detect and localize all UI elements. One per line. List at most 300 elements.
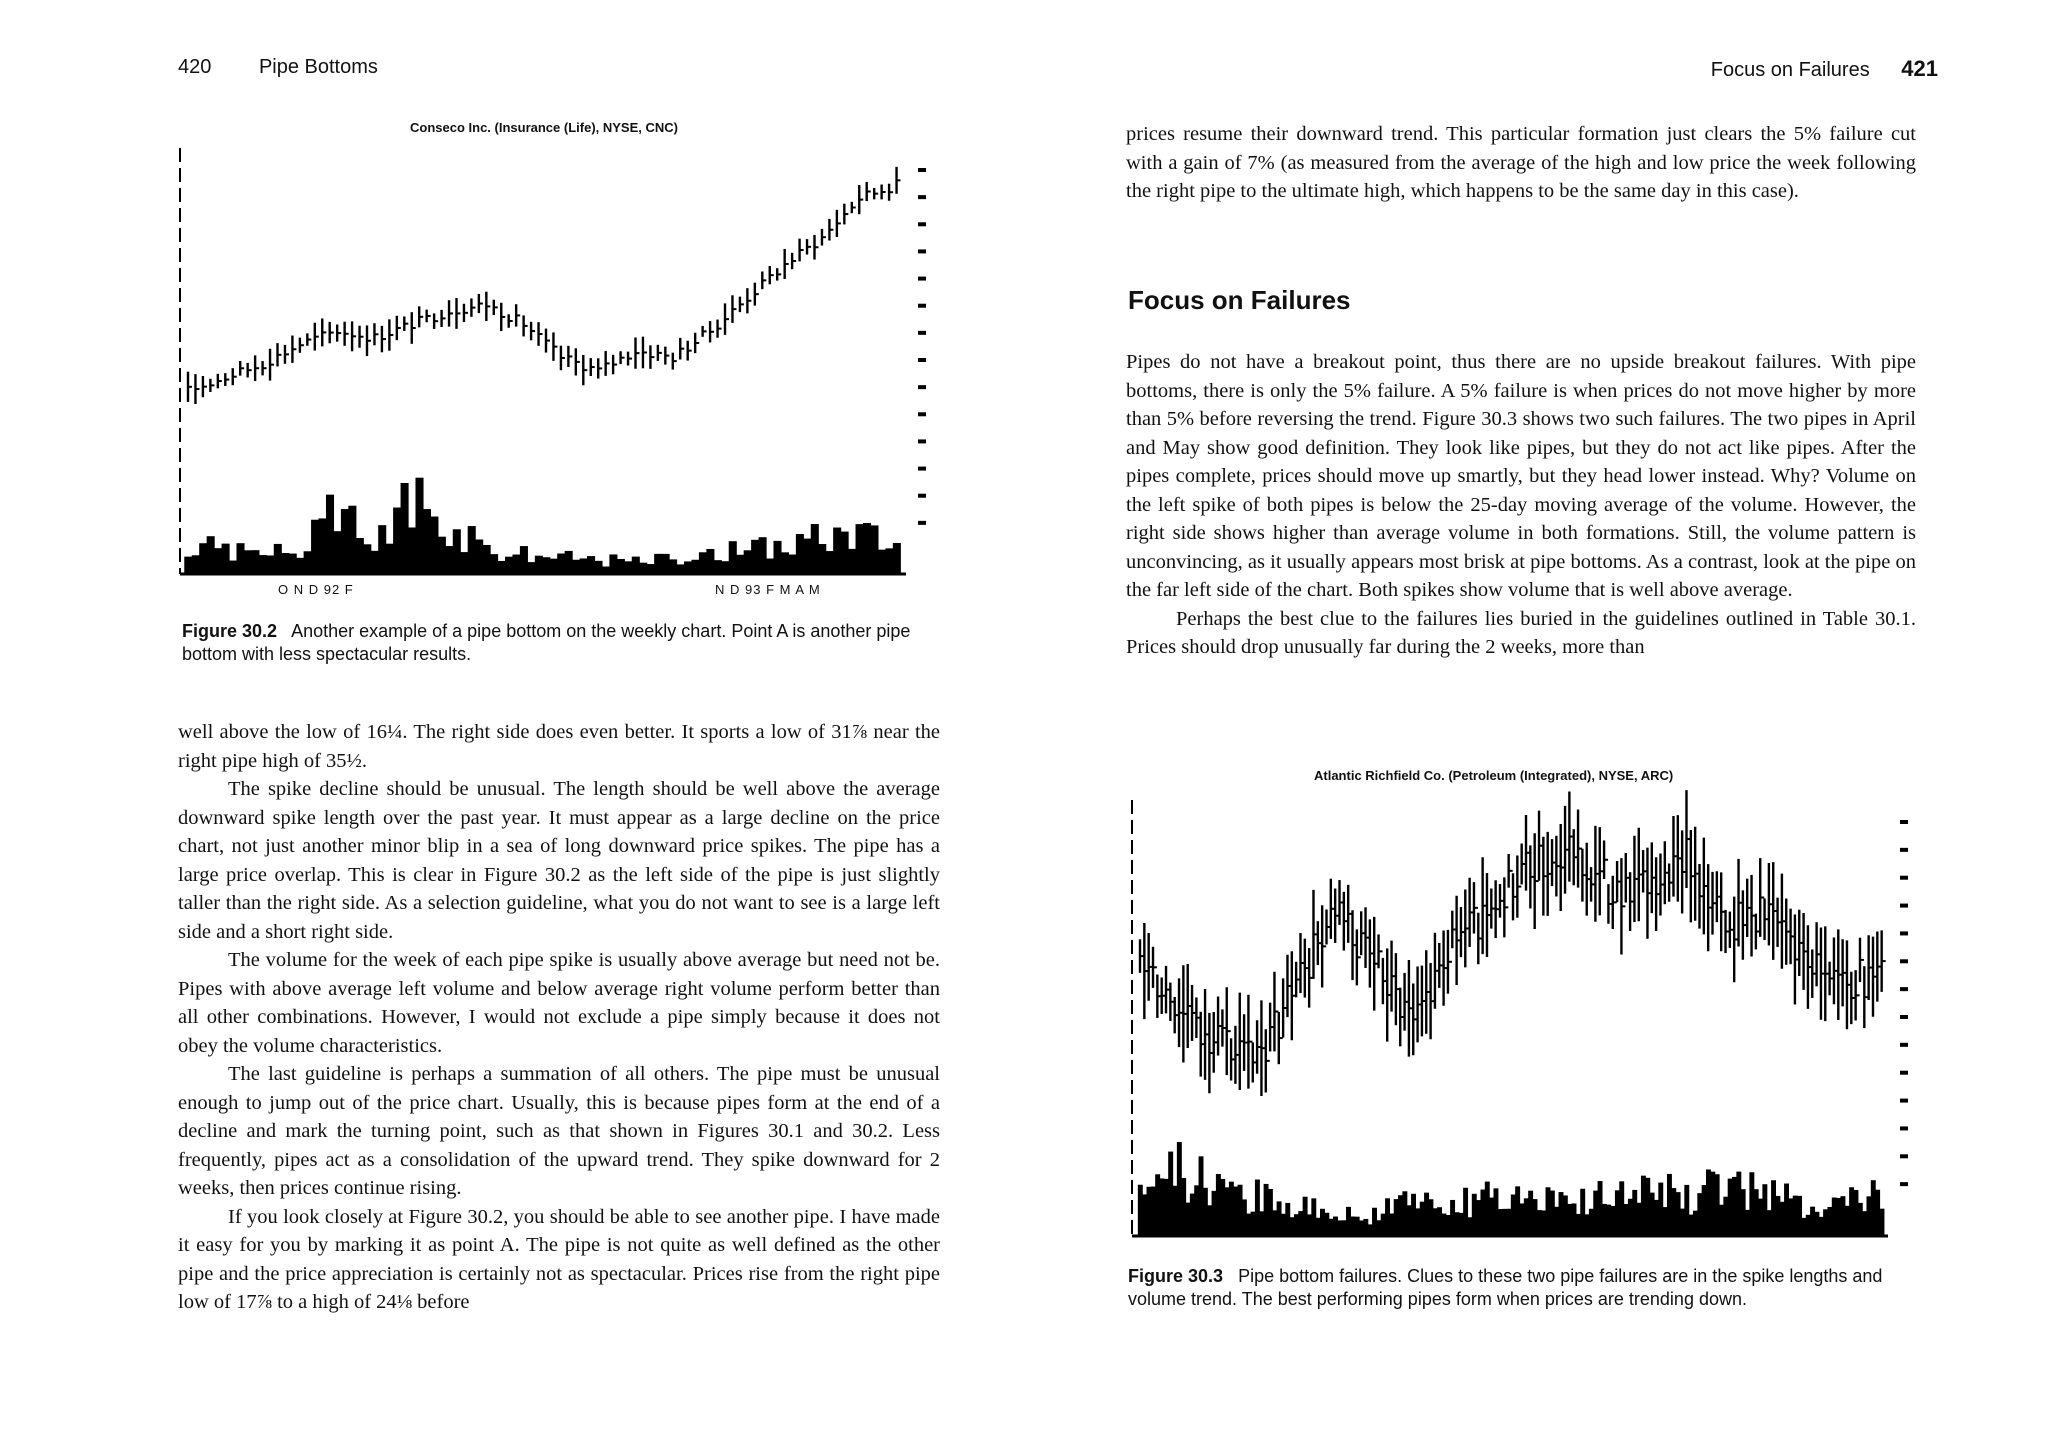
volume-bar bbox=[1810, 1207, 1815, 1236]
volume-bar bbox=[1441, 1214, 1446, 1236]
volume-bar bbox=[207, 536, 215, 574]
volume-bar bbox=[1819, 1217, 1824, 1236]
volume-bar bbox=[1233, 1187, 1238, 1236]
volume-bar bbox=[1320, 1209, 1325, 1236]
volume-bar bbox=[512, 555, 520, 574]
volume-bar bbox=[468, 526, 476, 574]
axis-tick-mark bbox=[918, 467, 926, 471]
volume-bar bbox=[460, 552, 468, 574]
volume-bar bbox=[1823, 1209, 1828, 1236]
volume-bar bbox=[1515, 1186, 1520, 1236]
page-number: 420 bbox=[178, 56, 212, 78]
volume-bar bbox=[1602, 1204, 1607, 1236]
volume-bar bbox=[1355, 1217, 1360, 1236]
volume-bar bbox=[1650, 1193, 1655, 1236]
volume-bar bbox=[1572, 1203, 1577, 1236]
figure-30-2-title: Conseco Inc. (Insurance (Life), NYSE, CNC) bbox=[410, 120, 678, 135]
volume-bar bbox=[639, 563, 647, 574]
volume-bar bbox=[1637, 1203, 1642, 1236]
volume-bar bbox=[475, 540, 483, 574]
volume-bar bbox=[401, 483, 409, 574]
volume-bar bbox=[527, 562, 535, 574]
volume-bar bbox=[1702, 1185, 1707, 1236]
volume-bar bbox=[505, 557, 513, 574]
volume-bar bbox=[1246, 1214, 1251, 1236]
volume-bar bbox=[1836, 1198, 1841, 1236]
volume-bar bbox=[1259, 1211, 1264, 1236]
volume-bar bbox=[1866, 1196, 1871, 1236]
volume-bar bbox=[1862, 1211, 1867, 1236]
volume-bar bbox=[1671, 1188, 1676, 1236]
volume-bar bbox=[1611, 1206, 1616, 1236]
volume-bar bbox=[483, 545, 491, 574]
volume-bar bbox=[1493, 1188, 1498, 1236]
volume-bar bbox=[1498, 1209, 1503, 1236]
volume-bar bbox=[304, 551, 312, 574]
volume-bar bbox=[766, 559, 774, 574]
volume-bar bbox=[1832, 1197, 1837, 1236]
volume-bar bbox=[1177, 1142, 1182, 1236]
volume-bar bbox=[222, 544, 230, 574]
volume-bar bbox=[1316, 1218, 1321, 1236]
volume-bar bbox=[624, 561, 632, 574]
volume-bar bbox=[251, 550, 259, 574]
volume-bar bbox=[326, 495, 334, 574]
volume-bar bbox=[1845, 1206, 1850, 1236]
volume-bar bbox=[1420, 1202, 1425, 1236]
volume-bar bbox=[699, 552, 707, 574]
axis-tick-mark bbox=[1900, 931, 1908, 935]
volume-bar bbox=[654, 554, 662, 574]
volume-bar bbox=[1415, 1208, 1420, 1236]
volume-bar bbox=[1333, 1217, 1338, 1236]
volume-bar bbox=[1797, 1196, 1802, 1236]
volume-bar bbox=[1801, 1218, 1806, 1236]
volume-bar bbox=[1624, 1204, 1629, 1236]
volume-bar bbox=[1212, 1191, 1217, 1236]
volume-bar bbox=[1793, 1196, 1798, 1236]
volume-bar bbox=[662, 554, 670, 574]
volume-bar bbox=[1199, 1156, 1204, 1236]
volume-bar bbox=[1459, 1213, 1464, 1236]
volume-bar bbox=[1745, 1210, 1750, 1236]
volume-bar bbox=[1368, 1224, 1373, 1236]
volume-bar bbox=[1598, 1181, 1603, 1236]
axis-tick-mark bbox=[1900, 987, 1908, 991]
volume-bar bbox=[796, 534, 804, 574]
volume-bar bbox=[319, 518, 327, 574]
axis-tick-mark bbox=[1900, 820, 1908, 824]
volume-bar bbox=[1585, 1214, 1590, 1236]
volume-bar bbox=[1524, 1198, 1529, 1236]
volume-bar bbox=[1225, 1187, 1230, 1236]
volume-bar bbox=[863, 523, 871, 574]
axis-tick-mark bbox=[918, 494, 926, 498]
axis-tick-mark bbox=[1900, 1099, 1908, 1103]
volume-bar bbox=[1489, 1198, 1494, 1236]
volume-bar bbox=[1229, 1182, 1234, 1236]
volume-bar bbox=[1255, 1180, 1260, 1236]
volume-bar bbox=[1506, 1209, 1511, 1236]
volume-bar bbox=[1771, 1180, 1776, 1236]
figure-30-3-chart bbox=[1128, 790, 1928, 1240]
volume-bar bbox=[236, 543, 244, 574]
axis-tick-mark bbox=[918, 195, 926, 199]
running-title: Focus on Failures bbox=[1710, 59, 1870, 81]
volume-bar bbox=[348, 506, 356, 574]
volume-bar bbox=[1151, 1187, 1156, 1236]
volume-bar bbox=[1780, 1202, 1785, 1236]
figure-30-2-chart bbox=[176, 138, 946, 578]
volume-bar bbox=[1238, 1185, 1243, 1236]
volume-bar bbox=[1502, 1209, 1507, 1236]
axis-tick-mark bbox=[1900, 876, 1908, 880]
volume-bar bbox=[1147, 1187, 1152, 1236]
axis-tick-mark bbox=[1900, 904, 1908, 908]
volume-bar bbox=[1767, 1210, 1772, 1236]
volume-bar bbox=[1329, 1219, 1334, 1236]
volume-bar bbox=[438, 537, 446, 574]
volume-bar bbox=[1324, 1213, 1329, 1236]
volume-bar bbox=[1728, 1179, 1733, 1236]
volume-bar bbox=[1563, 1195, 1568, 1236]
volume-bar bbox=[341, 509, 349, 574]
section-heading: Focus on Failures bbox=[1128, 285, 1351, 315]
volume-bar bbox=[1858, 1203, 1863, 1236]
volume-bar bbox=[1485, 1182, 1490, 1236]
volume-bar bbox=[274, 544, 282, 574]
volume-bar bbox=[1645, 1178, 1650, 1236]
volume-bar bbox=[803, 539, 811, 574]
volume-bar bbox=[1216, 1174, 1221, 1236]
volume-bar bbox=[1160, 1178, 1165, 1236]
volume-bar bbox=[1190, 1194, 1195, 1236]
axis-tick-mark bbox=[1900, 1154, 1908, 1158]
volume-bar bbox=[1589, 1209, 1594, 1236]
volume-bar bbox=[1567, 1204, 1572, 1236]
volume-bar bbox=[498, 561, 506, 574]
axis-tick-mark bbox=[918, 412, 926, 416]
volume-bar bbox=[580, 558, 588, 574]
volume-bar bbox=[878, 550, 886, 574]
volume-bar bbox=[1437, 1207, 1442, 1236]
axis-tick-mark bbox=[918, 358, 926, 362]
volume-bar bbox=[1710, 1172, 1715, 1236]
right-body-top bbox=[1126, 120, 1916, 206]
volume-bar bbox=[1307, 1214, 1312, 1236]
figure-30-3-caption bbox=[1128, 1265, 1918, 1311]
volume-bar bbox=[1697, 1193, 1702, 1236]
axis-tick-mark bbox=[1900, 1126, 1908, 1130]
volume-bar bbox=[751, 540, 759, 574]
volume-bar bbox=[1272, 1210, 1277, 1236]
volume-bar bbox=[490, 554, 498, 574]
volume-bar bbox=[311, 520, 319, 574]
volume-bar bbox=[1827, 1207, 1832, 1236]
volume-bar bbox=[1268, 1189, 1273, 1236]
volume-bar bbox=[430, 517, 438, 574]
paragraph: The spike decline should be unusual. The length should be well above the average downward spike length over the past year. It must appear as a large decline on the price chart, not just another minor blip in a sea of long downward price spikes. The pipe has a large price overlap. This is clear in Figure 30.2 as the left side of the pipe is just slightly taller than the right side. As a selection guideline, what you do not want to see is a large left side and a short right side. bbox=[178, 778, 940, 943]
volume-bar bbox=[1281, 1214, 1286, 1236]
volume-bar bbox=[1541, 1210, 1546, 1236]
axis-tick-mark bbox=[918, 331, 926, 335]
volume-bar bbox=[259, 555, 267, 574]
volume-bar bbox=[1641, 1176, 1646, 1236]
volume-bar bbox=[572, 560, 580, 574]
right-body-text bbox=[1126, 348, 1916, 662]
volume-bar bbox=[818, 544, 826, 574]
volume-bar bbox=[1398, 1195, 1403, 1236]
volume-bar bbox=[811, 524, 819, 574]
volume-bar bbox=[1411, 1194, 1416, 1236]
volume-bar bbox=[296, 558, 304, 574]
volume-bar bbox=[1736, 1172, 1741, 1236]
volume-bar bbox=[1242, 1199, 1247, 1236]
volume-bar bbox=[1407, 1205, 1412, 1236]
volume-bar bbox=[535, 556, 543, 574]
volume-bar bbox=[1684, 1185, 1689, 1236]
paragraph: The volume for the week of each pipe spike is usually above average but need not be. Pipes with above average left volume and below average right volume perform better than all other combinations. However, I would not exclude a pipe simply because it does not obey the volume characteristics. bbox=[178, 949, 940, 1057]
volume-bar bbox=[1663, 1207, 1668, 1236]
volume-bar bbox=[1511, 1195, 1516, 1236]
volume-bar bbox=[1467, 1217, 1472, 1236]
volume-bar bbox=[1251, 1212, 1256, 1236]
volume-bar bbox=[848, 549, 856, 574]
axis-tick-mark bbox=[1900, 1043, 1908, 1047]
caption-text: Another example of a pipe bottom on the weekly chart. Point A is another pipe bottom with less spectacular results. bbox=[182, 621, 911, 664]
volume-bar bbox=[1311, 1198, 1316, 1236]
axis-tick-mark bbox=[918, 222, 926, 226]
volume-bar bbox=[445, 546, 453, 574]
volume-bar bbox=[289, 554, 297, 574]
axis-tick-mark bbox=[918, 277, 926, 281]
volume-bar bbox=[1376, 1220, 1381, 1236]
page-number: 421 bbox=[1901, 56, 1938, 81]
volume-bar bbox=[759, 537, 767, 574]
volume-bar bbox=[1350, 1217, 1355, 1236]
volume-bar bbox=[1359, 1220, 1364, 1236]
volume-bar bbox=[893, 543, 901, 574]
volume-bar bbox=[1164, 1179, 1169, 1236]
volume-bar bbox=[1806, 1215, 1811, 1236]
volume-bar bbox=[1619, 1181, 1624, 1236]
volume-bar bbox=[423, 509, 431, 574]
volume-bar bbox=[602, 566, 610, 574]
volume-bar bbox=[1693, 1211, 1698, 1236]
running-header-left bbox=[178, 56, 378, 79]
volume-bar bbox=[1433, 1208, 1438, 1236]
volume-bar bbox=[594, 561, 602, 574]
volume-bar bbox=[333, 531, 341, 574]
volume-bar bbox=[1290, 1217, 1295, 1236]
volume-bar bbox=[781, 552, 789, 574]
volume-bar bbox=[1632, 1190, 1637, 1236]
axis-tick-mark bbox=[918, 304, 926, 308]
volume-bar bbox=[729, 541, 737, 574]
volume-bar bbox=[386, 544, 394, 574]
volume-bar bbox=[1550, 1191, 1555, 1236]
volume-bar bbox=[1606, 1205, 1611, 1236]
paragraph: well above the low of 16¼. The right side does even better. It sports a low of 31⅞ near the right pipe high of 35½. bbox=[178, 721, 940, 772]
caption-label: Figure 30.3 bbox=[1128, 1266, 1224, 1286]
volume-bar bbox=[1337, 1220, 1342, 1236]
volume-bar bbox=[550, 559, 558, 574]
volume-bar bbox=[378, 525, 386, 574]
volume-bar bbox=[393, 508, 401, 574]
volume-bar bbox=[557, 554, 565, 574]
volume-bar bbox=[1303, 1197, 1308, 1236]
volume-bar bbox=[1554, 1207, 1559, 1236]
axis-tick-mark bbox=[918, 249, 926, 253]
volume-bar bbox=[1298, 1211, 1303, 1236]
volume-bar bbox=[1463, 1188, 1468, 1236]
volume-bar bbox=[1658, 1183, 1663, 1236]
volume-bar bbox=[1533, 1199, 1538, 1236]
volume-bar bbox=[1472, 1194, 1477, 1236]
volume-bar bbox=[266, 555, 274, 574]
volume-bar bbox=[788, 555, 796, 574]
volume-bar bbox=[1203, 1188, 1208, 1236]
volume-bar bbox=[1879, 1209, 1884, 1236]
volume-bar bbox=[1428, 1199, 1433, 1236]
volume-bar bbox=[1194, 1185, 1199, 1236]
volume-bar bbox=[1615, 1190, 1620, 1236]
volume-bar bbox=[1849, 1187, 1854, 1236]
volume-bar bbox=[1264, 1184, 1269, 1236]
paragraph: If you look closely at Figure 30.2, you should be able to see another pipe. I have made it easy for you by marking it as point A. The pipe is not quite as well defined as the other pipe and the price appreciation is certainly not as spectacular. Prices rise from the right pipe low of 17⅞ to a high of 24⅛ before bbox=[178, 1205, 940, 1313]
volume-bar bbox=[1814, 1212, 1819, 1236]
figure-30-2-x-ticks-left: O N D 92 F bbox=[278, 582, 354, 597]
volume-bar bbox=[1450, 1200, 1455, 1236]
volume-bar bbox=[1363, 1219, 1368, 1236]
volume-bar bbox=[281, 553, 289, 574]
axis-tick-mark bbox=[918, 439, 926, 443]
volume-bar bbox=[244, 550, 252, 574]
volume-bar bbox=[1732, 1177, 1737, 1236]
volume-bar bbox=[833, 528, 841, 574]
volume-bar bbox=[1138, 1185, 1143, 1236]
volume-bar bbox=[1689, 1215, 1694, 1236]
volume-bar bbox=[609, 554, 617, 574]
figure-30-2-caption bbox=[182, 620, 942, 666]
volume-bar bbox=[371, 551, 379, 574]
volume-bar bbox=[1706, 1169, 1711, 1236]
volume-bar bbox=[214, 548, 222, 574]
volume-bar bbox=[1840, 1196, 1845, 1236]
volume-bar bbox=[1220, 1179, 1225, 1236]
volume-bar bbox=[1381, 1214, 1386, 1236]
volume-bar bbox=[1520, 1203, 1525, 1236]
volume-bar bbox=[1446, 1215, 1451, 1236]
volume-bar bbox=[229, 561, 237, 574]
paragraph: The last guideline is perhaps a summation of all others. The pipe must be unusual enough to jump out of the price chart. Usually, this is because pipes form at the end of a decline and mark the turning point, such as that shown in Figures 30.1 and 30.2. Less frequently, pipes act as a consolidation of the upward trend. They spike downward for 2 weeks, then prices continue rising. bbox=[178, 1063, 940, 1199]
volume-bar bbox=[1593, 1191, 1598, 1236]
volume-bar bbox=[1285, 1203, 1290, 1236]
volume-bar bbox=[1680, 1209, 1685, 1236]
volume-bar bbox=[773, 541, 781, 574]
volume-bar bbox=[1762, 1184, 1767, 1236]
axis-tick-mark bbox=[1900, 1071, 1908, 1075]
axis-tick-mark bbox=[918, 385, 926, 389]
volume-bar bbox=[617, 559, 625, 574]
volume-bar bbox=[1758, 1199, 1763, 1236]
volume-bar bbox=[1207, 1205, 1212, 1236]
volume-bar bbox=[691, 560, 699, 574]
running-header-right bbox=[1711, 56, 1938, 82]
volume-bar bbox=[870, 525, 878, 574]
volume-bar bbox=[1749, 1172, 1754, 1236]
right-page bbox=[1024, 0, 2048, 1450]
volume-bar bbox=[1788, 1198, 1793, 1236]
volume-bar bbox=[1394, 1199, 1399, 1236]
volume-bar bbox=[1719, 1205, 1724, 1236]
volume-bar bbox=[1667, 1174, 1672, 1236]
axis-tick-mark bbox=[1900, 1182, 1908, 1186]
volume-bar bbox=[184, 557, 192, 574]
volume-bar bbox=[1342, 1220, 1347, 1236]
caption-text: Pipe bottom failures. Clues to these two pipe failures are in the spike lengths and volume trend. The best performing pipes form when prices are trending down. bbox=[1128, 1266, 1883, 1309]
volume-bar bbox=[1723, 1197, 1728, 1236]
volume-bar bbox=[192, 555, 200, 574]
axis-tick-mark bbox=[918, 168, 926, 172]
volume-bar bbox=[1784, 1184, 1789, 1236]
axis-tick-mark bbox=[1900, 848, 1908, 852]
volume-bar bbox=[684, 561, 692, 574]
volume-bar bbox=[647, 564, 655, 574]
figure-30-2-x-ticks-right: N D 93 F M A M bbox=[715, 582, 821, 597]
axis-tick-mark bbox=[1900, 959, 1908, 963]
volume-bar bbox=[1402, 1191, 1407, 1236]
volume-bar bbox=[714, 560, 722, 574]
volume-bar bbox=[1715, 1174, 1720, 1236]
volume-bar bbox=[408, 527, 416, 574]
volume-bar bbox=[1142, 1194, 1147, 1236]
volume-bar bbox=[1546, 1187, 1551, 1236]
volume-bar bbox=[706, 549, 714, 574]
volume-bar bbox=[1480, 1190, 1485, 1236]
volume-bar bbox=[721, 561, 729, 574]
volume-bar bbox=[841, 532, 849, 574]
volume-bar bbox=[1871, 1180, 1876, 1236]
volume-bar bbox=[453, 529, 461, 574]
volume-bar bbox=[520, 546, 528, 574]
volume-bar bbox=[1277, 1201, 1282, 1236]
axis-tick-mark bbox=[1900, 1015, 1908, 1019]
volume-bar bbox=[542, 557, 550, 574]
volume-bar bbox=[1372, 1208, 1377, 1236]
volume-bar bbox=[1385, 1198, 1390, 1236]
running-title: Pipe Bottoms bbox=[258, 56, 378, 78]
volume-bar bbox=[587, 556, 595, 574]
volume-bar bbox=[669, 559, 677, 574]
volume-bar bbox=[1528, 1191, 1533, 1236]
volume-bar bbox=[1424, 1193, 1429, 1236]
paragraph: prices resume their downward trend. This particular formation just clears the 5% failure cut with a gain of 7% (as measured from the average of the high and low price the week following the right pipe to the ultimate high, which happens to be the same day in this case). bbox=[1126, 123, 1916, 202]
left-body-text bbox=[178, 718, 940, 1317]
volume-bar bbox=[1875, 1190, 1880, 1236]
paragraph: Pipes do not have a breakout point, thus there are no upside breakout failures. With pipe bottoms, there is only the 5% failure. A 5% failure is when prices do not move higher by more than 5% before reversing the trend. Figure 30.3 shows two such failures. The two pipes in April and May show good definition. They look like pipes, but they do not act like pipes. After the pipes complete, prices should move up smartly, but they head lower instead. Why? Volume on the left spike of both pipes is below the 25-day moving average of the volume. However, the right side shows higher than average volume in both formations. Still, the volume pattern is unconvincing, as it usually appears most brisk at pipe bottoms. As a contrast, look at the pipe on the far left side of the chart. Both spikes show volume that is well above average. bbox=[1126, 351, 1916, 601]
figure-30-3-title: Atlantic Richfield Co. (Petroleum (Integrated), NYSE, ARC) bbox=[1314, 768, 1674, 783]
caption-label: Figure 30.2 bbox=[182, 621, 278, 641]
volume-bar bbox=[1186, 1203, 1191, 1236]
volume-bar bbox=[1346, 1207, 1351, 1236]
paragraph: Perhaps the best clue to the failures lies buried in the guidelines outlined in Table 30.1. Prices should drop unusually far during the 2 weeks, more than bbox=[1126, 607, 1916, 658]
volume-bar bbox=[1654, 1200, 1659, 1236]
volume-bar bbox=[744, 550, 752, 574]
volume-bar bbox=[856, 524, 864, 574]
volume-bar bbox=[565, 551, 573, 574]
volume-bar bbox=[1741, 1189, 1746, 1236]
